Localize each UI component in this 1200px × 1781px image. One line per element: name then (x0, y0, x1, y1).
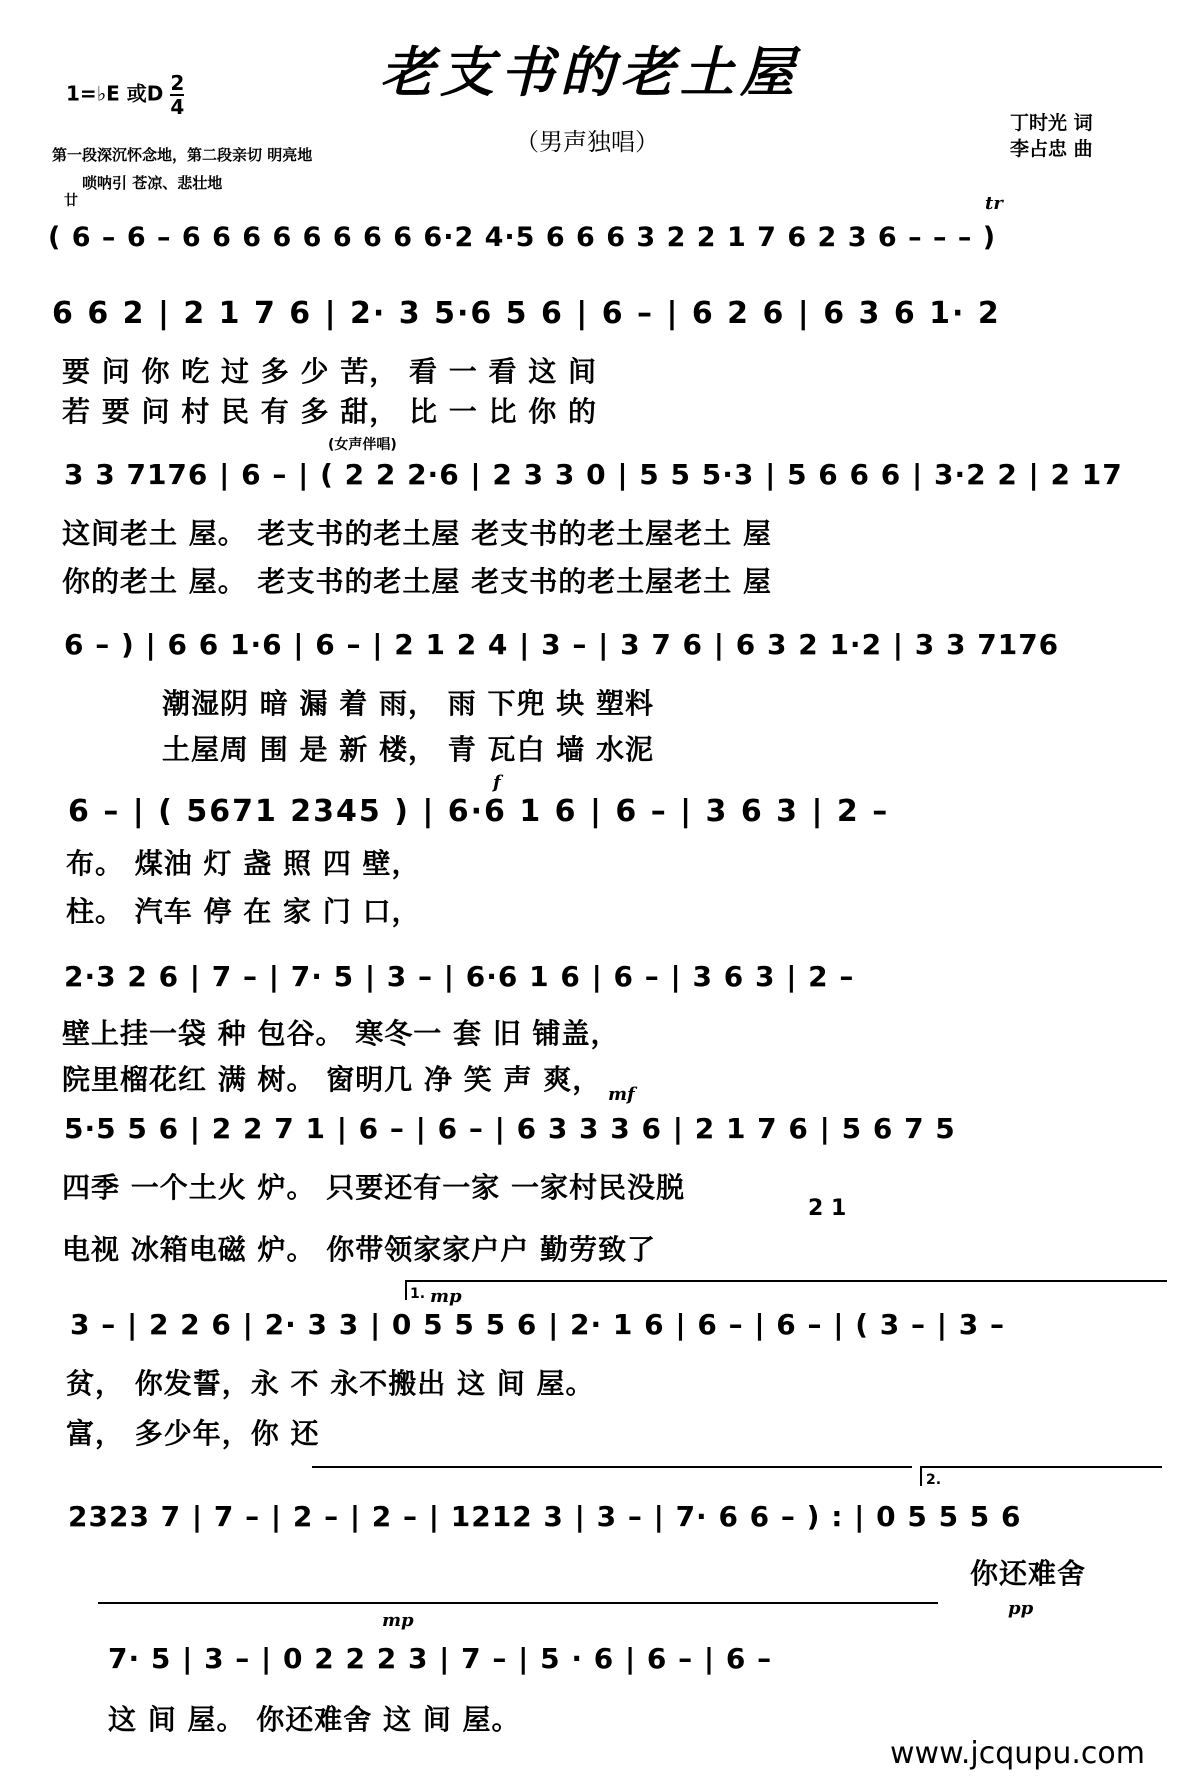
system-10-notes: 7· 5 | 3 – | 0 2 2 2 3 | 7 – | 5 · 6 | 6 – | 6 – (108, 1642, 773, 1675)
system-7-lyrics-2: 电视 冰箱电磁 炉。 你带领家家户户 勤劳致了 (62, 1233, 656, 1266)
system-3-notes: 3 3 7176 | 6 – | ( 2 2 2·6 | 2 3 3 0 | 5 5 5·3 | 5 6 6 6 | 3·2 2 | 2 17 (64, 458, 1123, 491)
female-chorus-mark: (女声伴唱) (328, 437, 397, 453)
qi-mark: 廿 (64, 193, 78, 209)
trill-mark: tr (985, 193, 1003, 214)
volta-2-label: 2. (926, 1472, 942, 1488)
system-8-notes: 3 – | 2 2 6 | 2· 3 3 | 0 5 5 5 6 | 2· 1 6 | 6 – | 6 – | ( 3 – | 3 – (70, 1308, 1005, 1341)
mezzo-piano-mark-2: mp (382, 1610, 414, 1631)
system-2-lyrics-1: 要 问 你 吃 过 多 少 苦， 看 一 看 这 间 (62, 355, 597, 388)
key-prefix: 1= (66, 81, 97, 106)
site-watermark: www.jcqupu.com (890, 1736, 1145, 1771)
system-10-bracket-line (98, 1602, 938, 1604)
volta-1-label: 1. (410, 1286, 426, 1302)
volta-2-bracket (920, 1466, 1162, 1486)
system-6-lyrics-2: 院里榴花红 满 树。 窗明几 净 笑 声 爽， (62, 1063, 602, 1096)
system-4-lyrics-2: 土屋周 围 是 新 楼， 青 瓦白 墙 水泥 (162, 733, 654, 766)
system-6-notes: 2·3 2 6 | 7 – | 7· 5 | 3 – | 6·6 1 6 | 6 – | 3 6 3 | 2 – (64, 960, 855, 993)
system-9-notes: 2323 7 | 7 – | 2 – | 2 – | 1212 3 | 3 – | 7· 6 6 – ) : | 0 5 5 5 6 (68, 1500, 1022, 1533)
system-8-lyrics-1: 贫， 你发誓，永 不 永不搬出 这 间 屋。 (66, 1367, 595, 1400)
lyricist-credit: 丁时光 词 (1010, 112, 1093, 134)
extra-notes: 2 1 (808, 1196, 847, 1221)
volta-1-bracket (405, 1280, 1167, 1300)
intro-notes: ( 6 – 6 – 6 6 6 6 6 6 6 6 6·2 4·5 6 6 6 3 2 2 1 7 6 2 3 6 – – – ) (48, 222, 997, 253)
system-2-notes: 6 6 2 | 2 1 7 6 | 2· 3 5·6 5 6 | 6 – | 6 2 6 | 6 3 6 1· 2 (52, 296, 1001, 331)
expression-note: 第一段深沉怀念地，第二段亲切 明亮地 (52, 146, 313, 164)
system-4-lyrics-1: 潮湿阴 暗 漏 着 雨， 雨 下兜 块 塑料 (162, 687, 654, 720)
system-7-lyrics-1: 四季 一个土火 炉。 只要还有一家 一家村民没脱 (62, 1171, 685, 1204)
system-6-lyrics-1: 壁上挂一袋 种 包谷。 寒冬一 套 旧 铺盖， (62, 1017, 620, 1050)
system-9-bracket-line (312, 1466, 912, 1468)
forte-mark: f (493, 772, 501, 793)
key-signature (66, 72, 184, 118)
system-4-notes: 6 – ) | 6 6 1·6 | 6 – | 2 1 2 4 | 3 – | 3 7 6 | 6 3 2 1·2 | 3 3 7176 (64, 628, 1060, 661)
song-title: 老支书的老土屋 (380, 40, 800, 104)
composer-credit: 李占忠 曲 (1010, 138, 1093, 160)
song-subtitle: （男声独唱） (515, 128, 659, 156)
key-text: ♭E 或D (96, 81, 164, 106)
time-signature (170, 72, 184, 118)
time-denominator: 4 (170, 95, 185, 119)
system-5-lyrics-1: 布。 煤油 灯 盏 照 四 壁， (66, 847, 421, 880)
system-3-lyrics-2: 你的老土 屋。 老支书的老土屋 老支书的老土屋老土 屋 (62, 565, 772, 598)
time-numerator: 2 (170, 71, 185, 95)
intro-note: 唢呐引 苍凉、悲壮地 (82, 174, 223, 192)
system-2-lyrics-2: 若 要 问 村 民 有 多 甜， 比 一 比 你 的 (62, 395, 597, 428)
system-3-lyrics-1: 这间老土 屋。 老支书的老土屋 老支书的老土屋老土 屋 (62, 517, 772, 550)
system-5-notes: 6 – | ( 5671 2345 ) | 6·6 1 6 | 6 – | 3 6 3 | 2 – (68, 794, 890, 829)
system-9-lyrics-1: 你还难舍 (970, 1557, 1087, 1590)
pianissimo-mark: pp (1008, 1598, 1034, 1619)
system-8-lyrics-2: 富， 多少年，你 还 (66, 1417, 320, 1450)
system-5-lyrics-2: 柱。 汽车 停 在 家 门 口， (66, 895, 421, 928)
system-7-notes: 5·5 5 6 | 2 2 7 1 | 6 – | 6 – | 6 3 3 3 6 | 2 1 7 6 | 5 6 7 5 (64, 1112, 956, 1145)
mezzo-piano-mark-1: mp (430, 1286, 462, 1307)
mezzo-forte-mark: mf (608, 1084, 635, 1105)
system-10-lyrics-1: 这 间 屋。 你还难舍 这 间 屋。 (108, 1703, 521, 1736)
